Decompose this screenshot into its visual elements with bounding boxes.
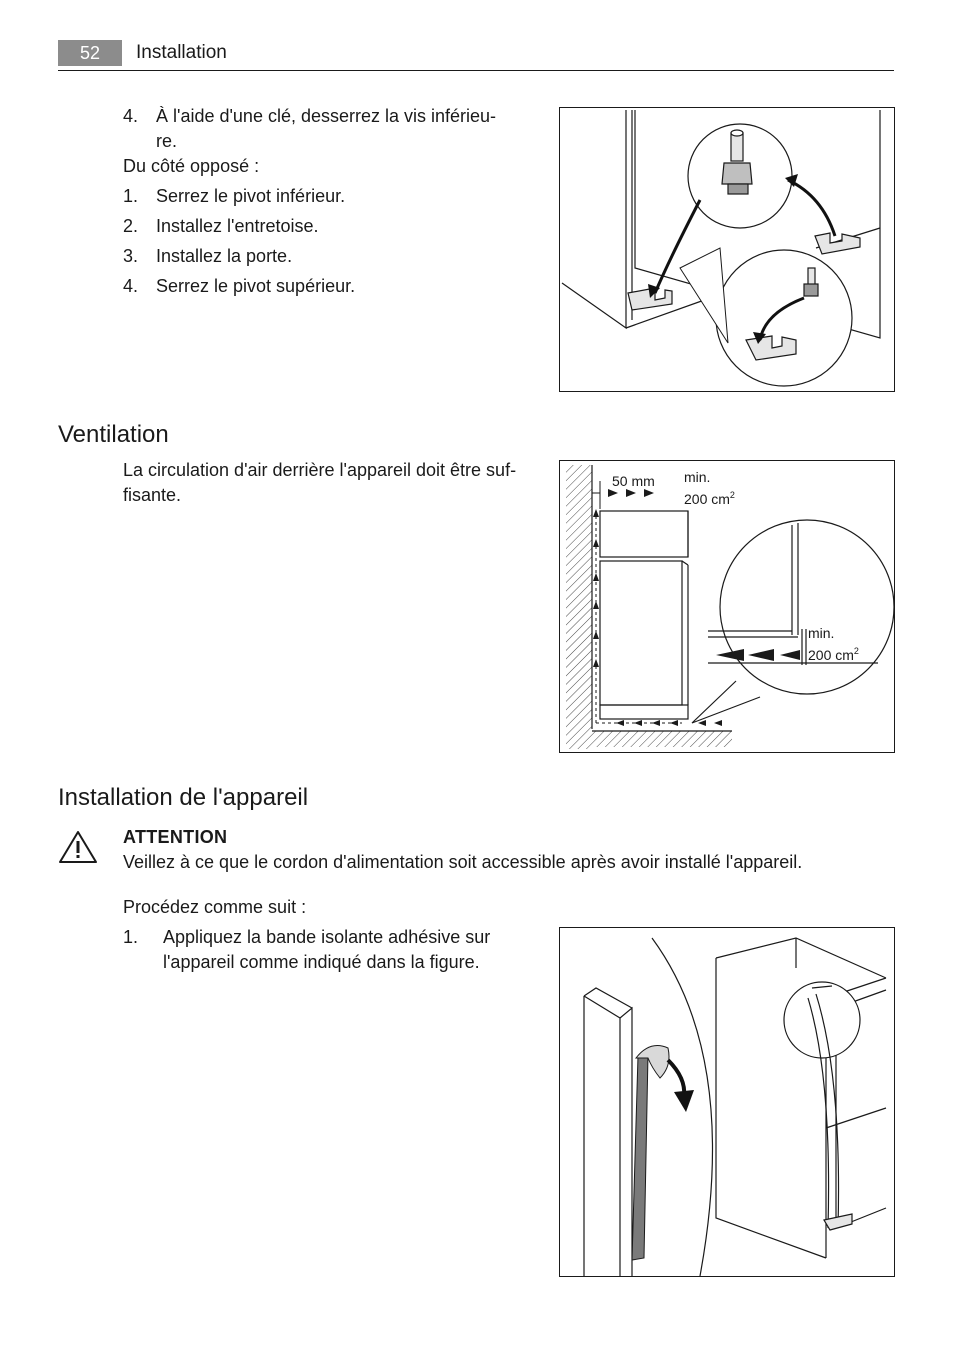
list-item	[123, 184, 523, 209]
step-text: Installez la porte.	[156, 246, 293, 266]
gap-label: 50 mm	[612, 473, 655, 489]
header-divider	[58, 70, 894, 71]
step-number: 4.	[123, 106, 139, 126]
list-item	[123, 925, 533, 975]
warning-triangle-icon	[58, 830, 98, 864]
ventilation-diagram	[560, 461, 894, 752]
opposite-side-label: Du côté opposé :	[123, 156, 260, 176]
hinge-illustration	[560, 108, 894, 391]
ventilation-text	[123, 458, 543, 508]
step-number: 2.	[123, 216, 139, 236]
detail-circle	[720, 520, 894, 694]
list-item	[123, 104, 523, 154]
top-area-label: 200 $cm^2$	[684, 490, 735, 507]
step-number: 4.	[123, 276, 139, 296]
step-number: 3.	[123, 246, 139, 266]
list-item	[123, 274, 523, 299]
page-number: 52	[58, 40, 122, 66]
installation-heading: Installation de l'appareil	[58, 784, 309, 811]
paragraph-line: fisante.	[123, 485, 182, 505]
proceed-label: Procédez comme suit :	[123, 897, 307, 917]
step-text	[156, 104, 496, 154]
wall-hatch	[566, 465, 592, 749]
install-steps	[123, 925, 533, 975]
zoom-min-label: min.	[808, 625, 835, 641]
opposite-side-steps	[123, 184, 523, 299]
step-text-line: l'appareil comme indiqué dans la figure.	[163, 952, 480, 972]
step-text: Serrez le pivot inférieur.	[156, 186, 346, 206]
attention-text: Veillez à ce que le cordon d'alimentation soit accessible après avoir installé l'appareil.	[123, 852, 803, 872]
paragraph-line: La circulation d'air derrière l'appareil doit être suf-	[123, 460, 517, 480]
hinge-instructions	[123, 104, 523, 299]
step-text: Serrez le pivot supérieur.	[156, 276, 356, 296]
step-number: 1.	[123, 186, 139, 206]
step-number: 1.	[123, 927, 139, 947]
section-title: Installation	[136, 42, 227, 63]
seal-strip-figure	[559, 927, 895, 1277]
step-text-line: re.	[156, 131, 178, 151]
hinge-figure	[559, 107, 895, 392]
ventilation-heading: Ventilation	[58, 421, 169, 448]
zoom-area-label: 200 $cm^2$	[808, 646, 859, 663]
step-text-line: Appliquez la bande isolante adhésive sur	[163, 927, 491, 947]
floor-hatch	[592, 731, 732, 747]
step-text	[163, 925, 490, 975]
ventilation-figure	[559, 460, 895, 753]
top-min-label: min.	[684, 469, 711, 485]
attention-title: ATTENTION	[123, 827, 228, 847]
list-item	[123, 244, 523, 269]
seal-strip-illustration	[560, 928, 894, 1276]
step-text: Installez l'entretoise.	[156, 216, 319, 236]
list-item	[123, 214, 523, 239]
step-text-line: À l'aide d'une clé, desserrez la vis inférieu-	[156, 106, 497, 126]
